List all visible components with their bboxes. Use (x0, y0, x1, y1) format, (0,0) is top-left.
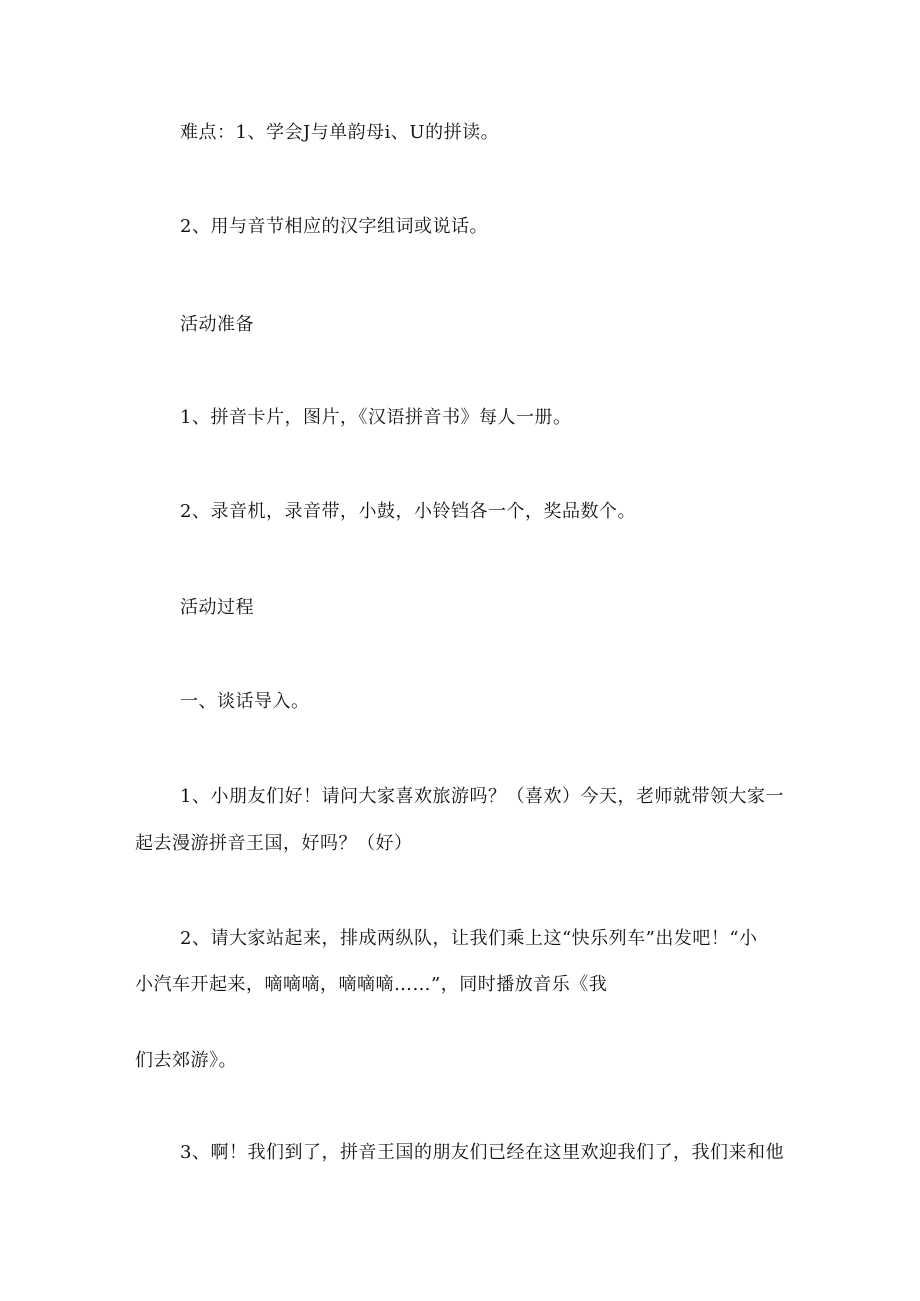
paragraph-step-2-line-2: 小汽车开起来，嘀嘀嘀，嘀嘀嘀……”，同时播放音乐《我 (135, 974, 608, 995)
paragraph-step-2-line-3: 们去郊游》。 (135, 1050, 237, 1071)
paragraph-step-1-line-2: 起去漫游拼音王国，好吗？（好） (135, 833, 413, 854)
paragraph-step-2-line-1: 2、请大家站起来，排成两纵队，让我们乘上这“快乐列车”出发吧！“小 (180, 928, 758, 949)
preparation-item-1: 1、拼音卡片，图片，《汉语拼音书》每人一册。 (180, 407, 572, 428)
difficulty-line-1: 难点：1、学会J与单韵母i、U的拼读。 (180, 122, 500, 143)
paragraph-step-3-line-1: 3、啊！我们到了，拼音王国的朋友们已经在这里欢迎我们了，我们来和他 (180, 1142, 784, 1163)
paragraph-step-1-line-1: 1、小朋友们好！请问大家喜欢旅游吗？（喜欢）今天，老师就带领大家一 (180, 786, 784, 807)
preparation-item-2: 2、录音机，录音带，小鼓，小铃铛各一个，奖品数个。 (180, 501, 636, 522)
section-heading-preparation: 活动准备 (180, 314, 254, 335)
section-heading-process: 活动过程 (180, 597, 254, 618)
difficulty-line-2: 2、用与音节相应的汉字组词或说话。 (180, 216, 488, 237)
subsection-heading-intro: 一、谈话导入。 (180, 691, 310, 712)
